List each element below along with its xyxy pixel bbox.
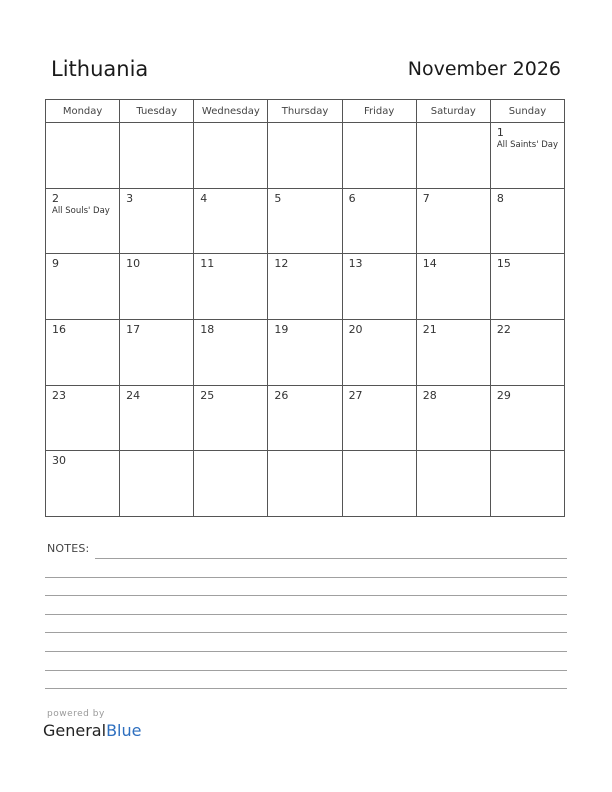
day-cell [268,319,342,385]
day-cell [416,451,490,517]
day-number: 15 [496,257,511,271]
day-cell [120,385,194,451]
day-cell [342,319,416,385]
week-row [46,451,565,517]
day-number [491,451,564,454]
day-cell [268,188,342,254]
day-cell [416,254,490,320]
note-line [45,651,567,652]
weekday-header: Wednesday [194,100,268,123]
day-cell [120,319,194,385]
week-row [46,188,565,254]
day-cell [194,319,268,385]
day-cell [46,385,120,451]
day-cell [416,385,490,451]
day-cell [342,188,416,254]
day-number [343,451,416,454]
week-row [46,123,565,189]
day-number: 12 [274,257,289,271]
day-number: 24 [126,388,141,402]
day-cell [416,188,490,254]
day-cell [490,385,564,451]
month-year-title: November 2026 [407,58,561,80]
day-cell [194,188,268,254]
day-number: 13 [348,257,363,271]
day-number: 21 [422,322,437,336]
day-number: 16 [52,322,66,336]
day-number: 1 [496,126,504,139]
note-line [45,577,567,578]
day-cell [490,254,564,320]
weekday-header: Monday [46,100,120,123]
day-cell [194,385,268,451]
day-cell [194,123,268,189]
day-number [46,123,119,126]
day-number: 25 [200,388,215,402]
day-number: 2 [52,191,59,205]
week-row [46,254,565,320]
day-number: 3 [126,191,134,205]
week-row [46,385,565,451]
calendar-grid [45,99,565,517]
note-line [45,632,567,633]
day-number: 23 [52,388,66,402]
day-number [120,451,193,454]
day-number: 30 [52,454,66,468]
holiday-label: All Saints' Day [496,140,559,150]
day-number [417,451,490,454]
day-cell [120,123,194,189]
day-number: 9 [52,257,59,271]
day-number: 29 [496,388,511,402]
note-line [45,595,567,596]
notes-label: NOTES: [47,542,90,555]
day-number: 4 [200,191,208,205]
brand-blue-text: Blue [106,721,142,740]
day-cell [46,188,120,254]
day-number: 6 [348,191,356,205]
day-number: 22 [496,322,511,336]
day-cell [120,188,194,254]
day-number [417,123,490,126]
day-number: 14 [422,257,437,271]
day-number [268,451,341,454]
brand-logo [43,720,141,742]
day-cell [342,254,416,320]
day-cell [46,123,120,189]
country-title: Lithuania [51,57,149,81]
calendar-body [46,123,565,517]
day-cell [416,319,490,385]
day-cell [194,451,268,517]
day-cell [490,188,564,254]
day-number: 18 [200,322,215,336]
note-line [45,670,567,671]
weekday-header: Friday [342,100,416,123]
day-cell [268,451,342,517]
note-line [45,688,567,689]
day-cell [268,123,342,189]
day-cell [120,254,194,320]
day-cell [268,254,342,320]
day-cell [342,385,416,451]
day-cell [416,123,490,189]
day-number [343,123,416,126]
day-cell [342,123,416,189]
day-number: 26 [274,388,289,402]
day-number: 17 [126,322,141,336]
weekday-header: Thursday [268,100,342,123]
day-number [120,123,193,126]
day-number: 11 [200,257,215,271]
day-cell [46,254,120,320]
weekday-header: Sunday [490,100,564,123]
note-line [45,614,567,615]
day-number: 5 [274,191,282,205]
day-number: 19 [274,322,289,336]
day-cell [490,319,564,385]
day-number [194,451,267,454]
week-row [46,319,565,385]
brand-general-text: General [43,721,107,740]
day-cell [46,451,120,517]
day-cell [490,451,564,517]
day-cell [46,319,120,385]
holiday-label: All Souls' Day [52,205,110,216]
day-number: 27 [348,388,363,402]
day-cell [194,254,268,320]
day-number: 20 [348,322,363,336]
day-number [268,123,341,126]
note-line [95,558,567,559]
day-cell [490,123,564,189]
powered-by-text: powered by [47,709,105,719]
day-number: 7 [422,191,430,205]
day-cell [268,385,342,451]
day-number: 8 [496,191,504,205]
weekday-header: Saturday [416,100,490,123]
day-number [194,123,267,126]
day-cell [120,451,194,517]
day-number: 10 [126,257,141,271]
day-cell [342,451,416,517]
weekday-header-row [46,100,565,123]
day-number: 28 [422,388,437,402]
weekday-header: Tuesday [120,100,194,123]
